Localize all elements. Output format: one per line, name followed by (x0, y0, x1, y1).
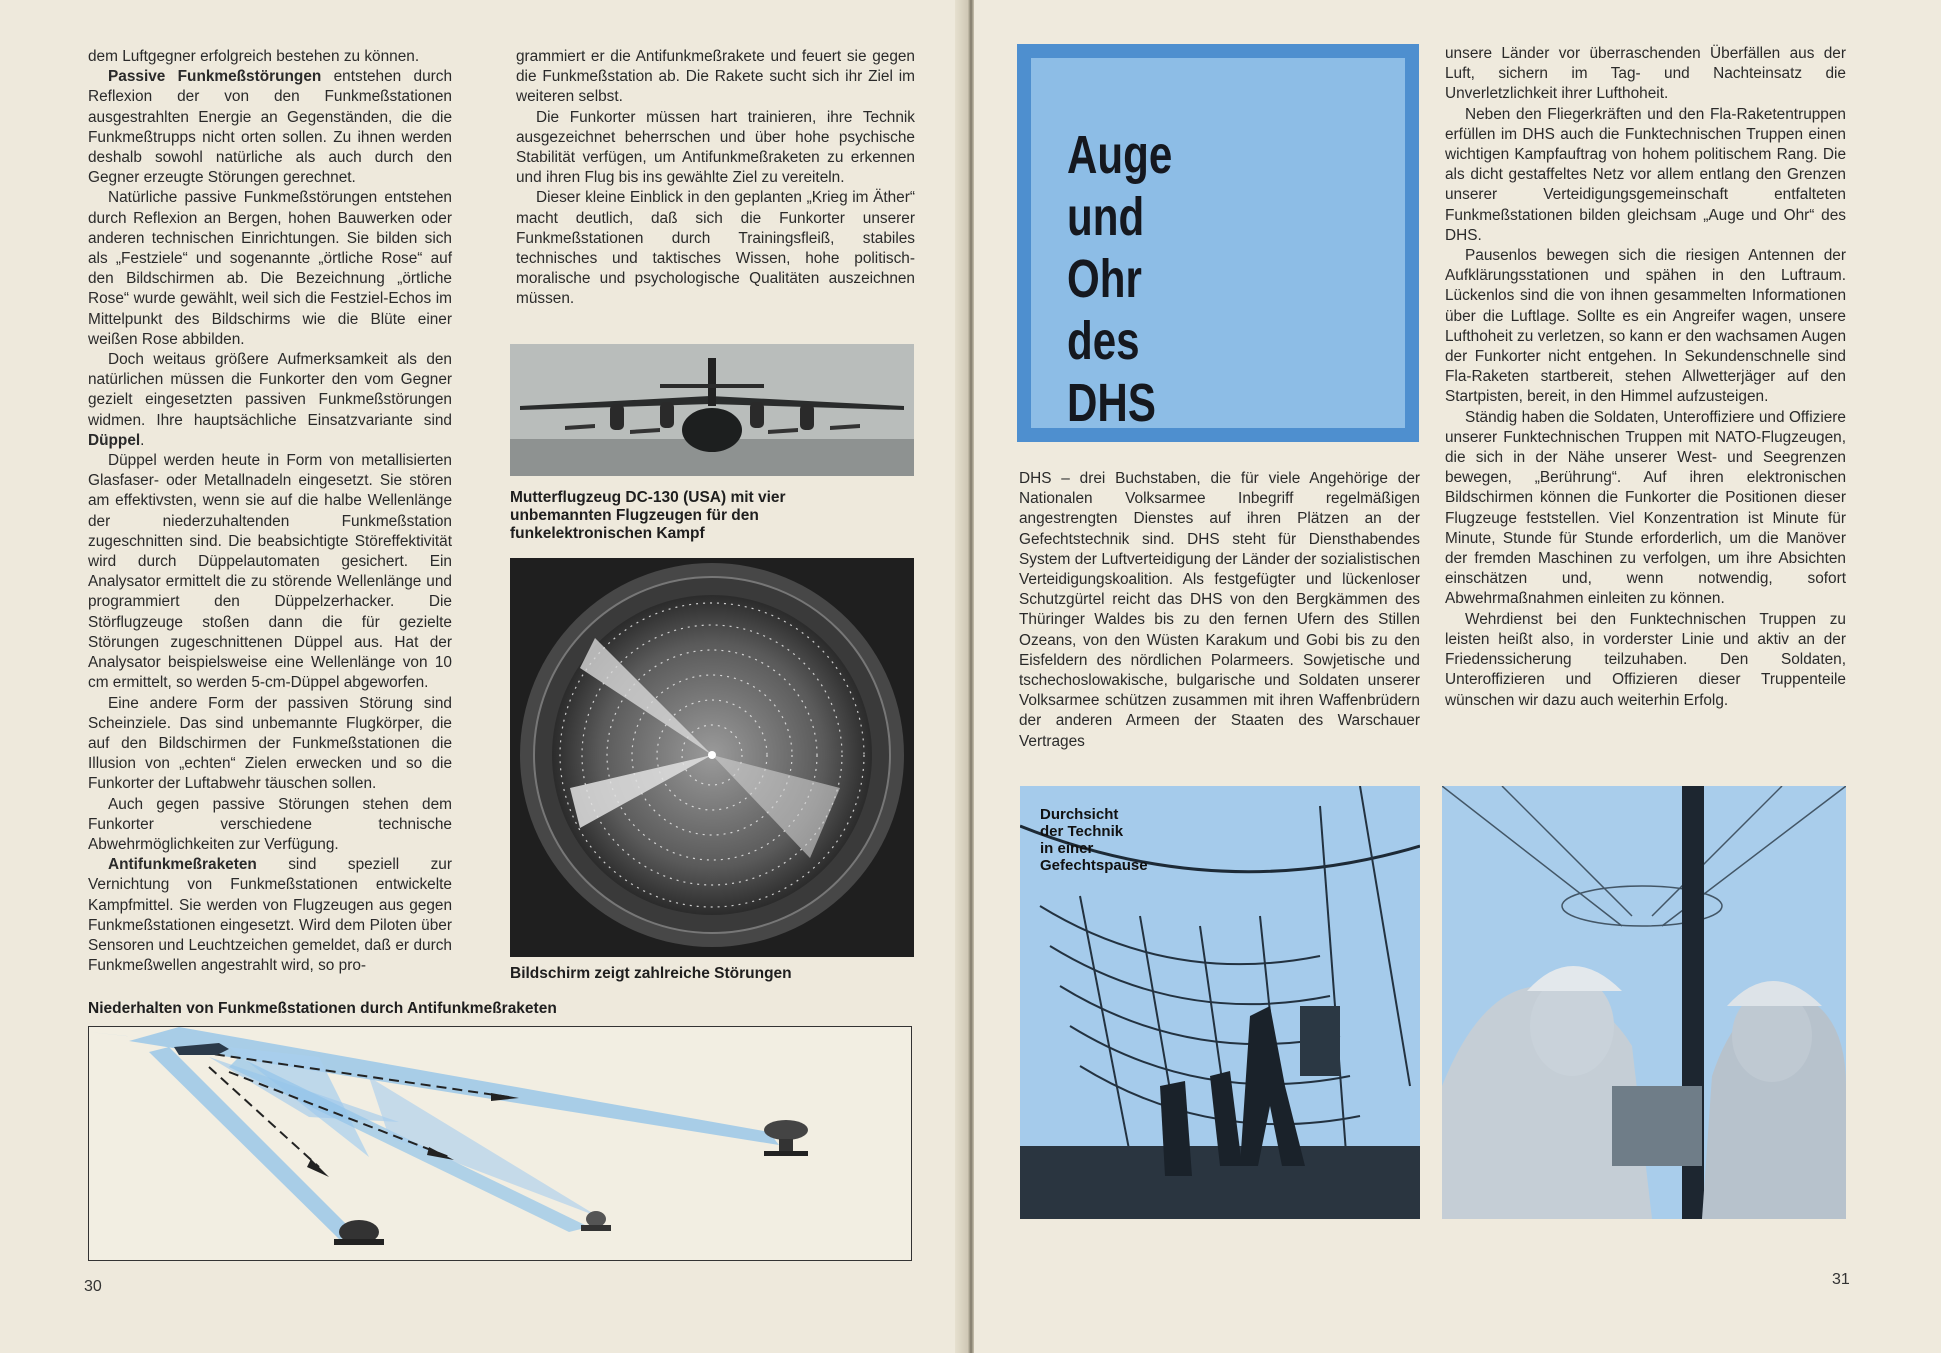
right-column-2 (1445, 44, 1846, 711)
plane-illustration (510, 344, 914, 476)
caption-line: Mutterflugzeug DC-130 (USA) mit vier (510, 489, 786, 506)
paragraph: Dieser kleine Einblick in den geplanten „Krieg im Äther“ macht deutlich, daß sich die Funkorter unserer Funkmeßstationen durch Trainingsfleiß, stabiles technisches und taktisches Wissen, hohe politisch-moralische und psychologische Qualitäten auszeichnen müssen. (516, 189, 915, 308)
title-line: des (1067, 311, 1140, 371)
title-line: Auge (1067, 125, 1173, 185)
paragraph: Eine andere Form der passiven Störung sind Scheinziele. Das sind unbemannte Flugkörper, die auf den Bildschirmen der Funkmeßstationen die Illusion von „echten“ Zielen erwecken und so die Funkorter der Luftabwehr täuschen sollen. (88, 694, 452, 793)
title-box (1017, 44, 1419, 442)
paragraph-text: . (140, 431, 145, 449)
paragraph: DHS – drei Buchstaben, die für viele Angehörige der Nationalen Volksarmee Inbegriff regelmäßigen angestrengten Dienstes auf ihren Plätzen an der Gefechtstechnik sind. DHS steht für Diensthabendes System der Luftverteidigung der Länder der sozialistischen Verteidigungskoalition. Als festgefügter und lückenloser Schutzgürtel reicht das DHS von den Bergkämmen des Thüringer Waldes bis zu den fernen Ufern des Stillen Ozeans, von den Wüsten Karakum und Gobi bis zu den Eisfeldern des nördlichen Polarmeers. Sowjetische und tschechoslowakische, bulgarische und Soldaten unserer Volksarmee schützen zusammen mit ihren Waffenbrüdern der anderen Armeen der Staaten des Warschauer Vertrages (1019, 470, 1420, 750)
photo-caption-overlay (1040, 806, 1190, 874)
paragraph: grammiert er die Antifunkmeßrakete und feuert sie gegen die Funkmeßstation ab. Die Rakete sucht sich ihr Ziel im weiteren selbst. (516, 48, 915, 106)
paragraph: dem Luftgegner erfolgreich bestehen zu können. (88, 48, 420, 65)
page-number-left: 30 (84, 1278, 102, 1295)
paragraph: Neben den Fliegerkräften und den Fla-Raketentruppen erfüllen im DHS auch die Funktechnischen Truppen einen wichtigen Kampfauftrag von hohem politischem Rang. Die als dicht gestaffeltes Netz vor allem entlang den Grenzen unserer Verteidigungsgemeinschaft entfalteten Funkmeßstationen bilden gleichsam „Auge und Ohr“ des DHS. (1445, 105, 1846, 244)
left-column-2 (516, 47, 915, 310)
photo-radar-screen (510, 558, 914, 957)
soldiers-illustration (1442, 786, 1846, 1219)
paragraph: Wehrdienst bei den Funktechnischen Truppen zu leisten heißt also, in vorderster Linie und aktiv an der Friedenssicherung teilzuhaben. Den Soldaten, Unteroffizieren und Offizieren dieser Truppenteile wünschen wir dazu auch weiterhin Erfolg. (1445, 610, 1846, 709)
paragraph-text: sind speziell zur Vernichtung von Funkmeßstationen entwickelte Kampfmittel. Sie werden von Flugzeugen aus gegen Funkmeßstationen eingesetzt. Wird dem Piloten über Sensoren und Leuchtzeichen gemeldet, daß er durch Funkmeßwellen angestrahlt wird, so pro- (88, 856, 452, 975)
diagram-antiradar-missiles (88, 1026, 912, 1261)
title-line: Ohr (1067, 249, 1142, 309)
paragraph: Auch gegen passive Störungen stehen dem Funkorter verschiedene technische Abwehrmöglichkeiten zur Verfügung. (88, 795, 452, 853)
caption-line: Durchsicht (1040, 806, 1119, 823)
diagram-illustration (89, 1027, 911, 1260)
paragraph: Ständig haben die Soldaten, Unteroffiziere und Offiziere unserer Funktechnischen Truppen mit NATO-Flugzeugen, die sich in der Nähe unserer West- und Seegrenzen bewegen, „Berührung“. Auf ihren elektronischen Bildschirmen können die Funkorter die Positionen dieser Flugzeuge feststellen. Viel Konzentration ist Minute für Minute, Stunde für Stunde erforderlich, um die Manöver der fremden Maschinen zu verfolgen, um ihre Absichten einschätzen und, wenn notwendig, sofort Abwehrmaßnahmen einleiten zu können. (1445, 408, 1846, 608)
page-number-right: 31 (1832, 1271, 1850, 1288)
page-title (1067, 124, 1172, 434)
caption-line: Gefechtspause (1040, 857, 1148, 874)
paragraph-text: entstehen durch Reflexion der von den Funkmeßstationen ausgestrahlten Energie an Gegenständen, die die Funkmeßtrupps nicht orten sollen. Zu ihnen werden deshalb sowohl natürliche als auch durch den Gegner erzeugte Störungen gerechnet. (88, 68, 453, 187)
right-column-1 (1019, 469, 1420, 752)
radar-screen-illustration (510, 558, 914, 957)
diagram-title: Niederhalten von Funkmeßstationen durch Antifunkmeßraketen (88, 1000, 557, 1017)
paragraph (88, 855, 452, 976)
caption-line: unbemannten Flugzeugen für den (510, 507, 759, 524)
subheading-passive: Passive Funkmeßstörungen (108, 68, 322, 86)
paragraph: Pausenlos bewegen sich die riesigen Antennen der Aufklärungsstationen und spähen in den Luftraum. Lückenlos sind die von ihnen gesammelten Informationen über die Luftlage. Sollte es ein Angreifer wagen, unsere Lufthoheit zu verletzen, so kann er den wachsamen Augen der Funkorter nicht entgehen. In Sekundenschnelle sind Fla-Raketen startbereit, stehen Allwetterjäger auf den Startpisten, bereit, in den Himmel aufzusteigen. (1445, 247, 1846, 406)
caption-radar-screen: Bildschirm zeigt zahlreiche Störungen (510, 965, 792, 982)
left-column-1 (88, 47, 452, 976)
caption-line: funkelektronischen Kampf (510, 525, 705, 542)
paragraph (88, 67, 452, 188)
caption-plane (510, 489, 914, 543)
paragraph: Die Funkorter müssen hart trainieren, ihre Technik ausgezeichnet beherrschen und über hohe psychische Stabilität verfügen, um Antifunkmeßraketen zu erkennen und ihren Flug bis ins gewählte Ziel zu vereiteln. (516, 108, 915, 187)
keyword-dueppel: Düppel (88, 431, 141, 449)
title-line: und (1067, 187, 1145, 247)
subheading-antifunkmess: Antifunkmeßraketen (108, 856, 257, 874)
paragraph (88, 350, 452, 451)
title-line: DHS (1067, 373, 1156, 433)
paragraph: Düppel werden heute in Form von metallisierten Glasfaser- oder Metallnadeln eingesetzt. Sie stören am effektivsten, wenn sie auf die halbe Wellenlänge der niederzuhaltenden Funkmeßstation zugeschnitten sind. Die beabsichtigte Störeffektivität wird durch Düppelautomaten gesichert. Ein Analysator ermittelt die zu störende Wellenlänge und programmiert den Düppelzerhacker. Die Störflugzeuge stoßen dann die für gezielte Störungen zugeschnittenen Düppel aus. Hat der Analysator beispielsweise eine Wellenlänge von 10 cm ermittelt, so werden 5-cm-Düppel abgeworfen. (88, 452, 452, 692)
photo-dc130-plane (510, 344, 914, 476)
caption-line: der Technik (1040, 823, 1124, 840)
paragraph-text: Doch weitaus größere Aufmerksamkeit als den natürlichen müssen die Funkorter den vom Gegner gezielt eingesetzten passiven Funkmeßstörungen widmen. Ihre hauptsächliche Einsatzvariante sind (88, 351, 452, 429)
photo-soldiers-closeup (1442, 786, 1846, 1219)
paragraph: Natürliche passive Funkmeßstörungen entstehen durch Reflexion an Bergen, hohen Bauwerken oder anderen technischen Einrichtungen. Sie bilden sich als „Festziele“ und sogenannte „örtliche Rose“ auf den Bildschirmen ab. Die Bezeichnung „örtliche Rose“ wurde gewählt, weil sich die Festziel-Echos im Mittelpunkt des Bildschirms wie die Blüte einer weißen Rose abbilden. (88, 189, 452, 348)
paragraph: unsere Länder vor überraschenden Überfällen aus der Luft, sichern im Tag- und Nachteinsatz die Unverletzlichkeit ihrer Lufthoheit. (1445, 45, 1846, 103)
caption-line: in einer (1040, 840, 1094, 857)
